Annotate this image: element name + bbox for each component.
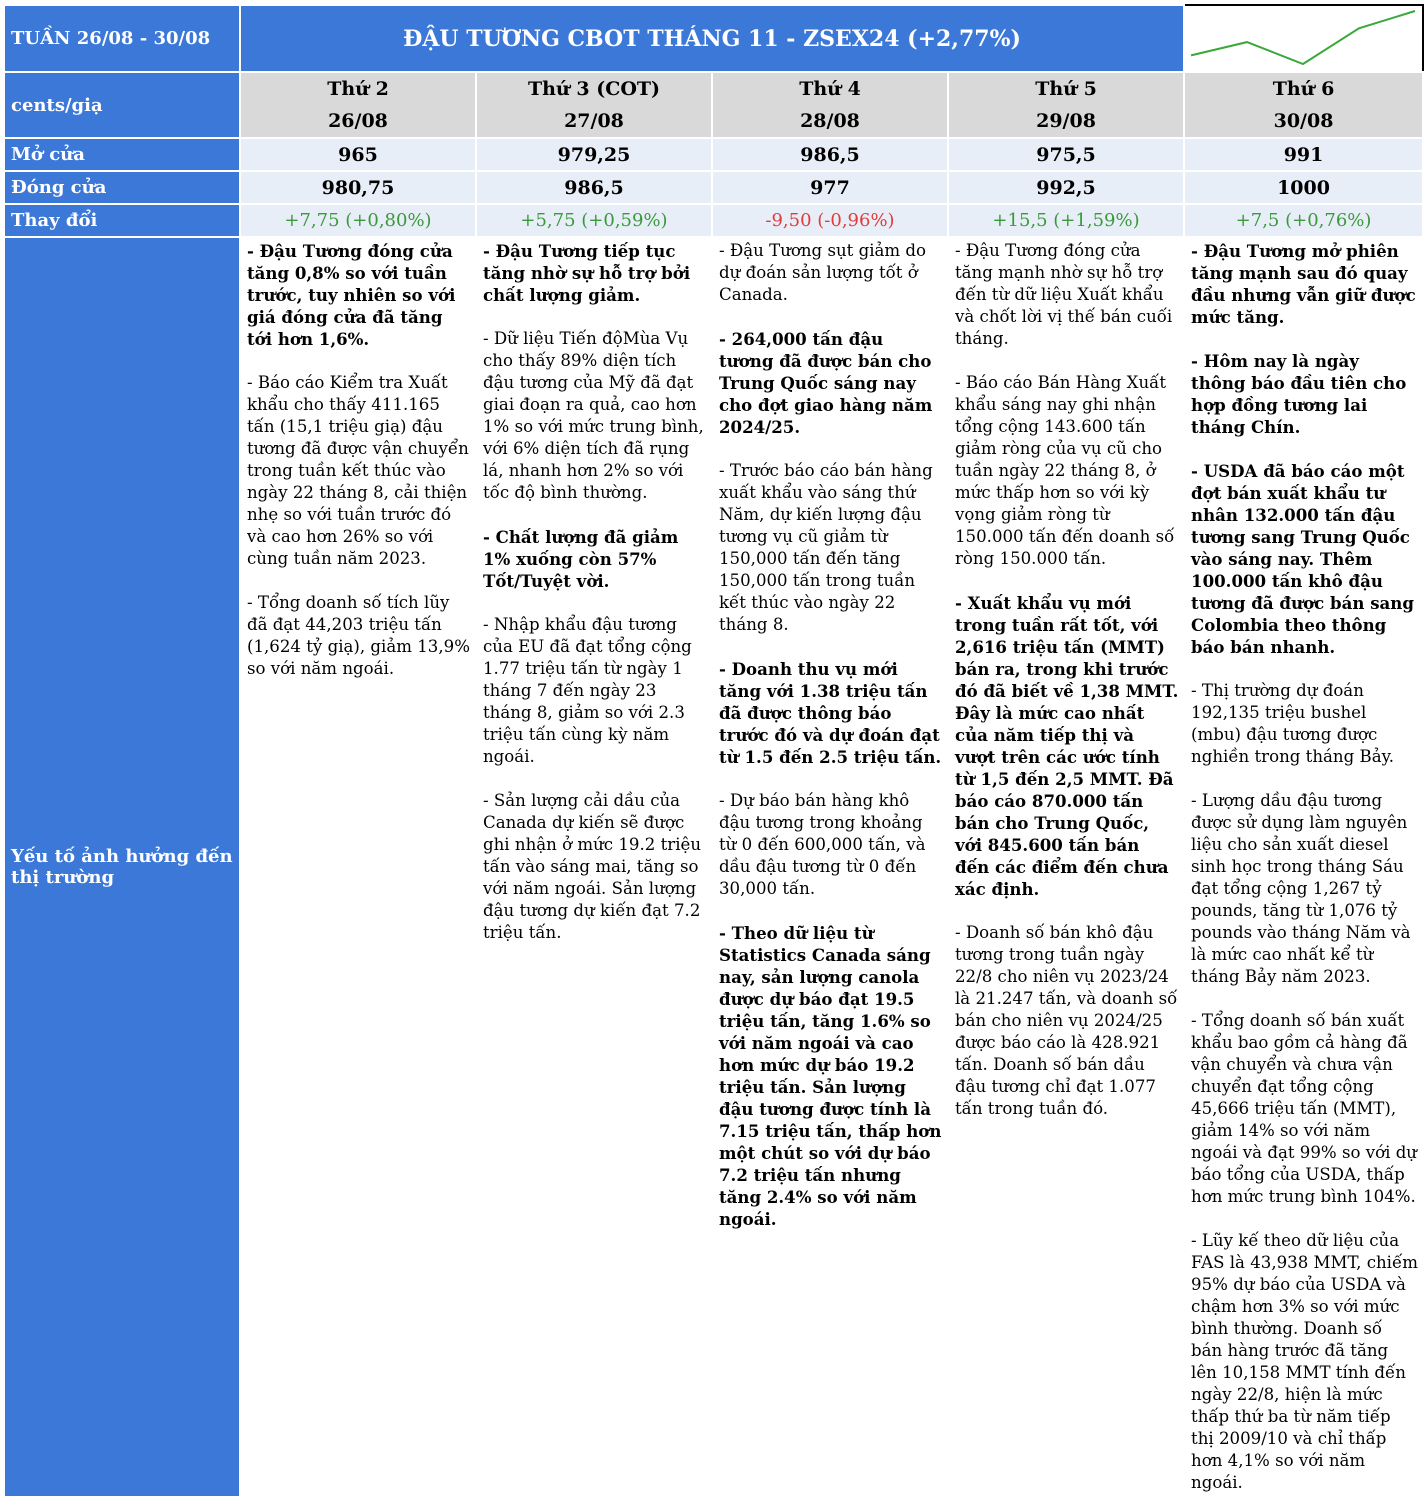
day-notes — [241, 238, 475, 682]
day-notes — [477, 238, 711, 946]
day-header — [240, 72, 476, 138]
note-paragraph: - Sản lượng cải dầu của Canada dự kiến sẽ được ghi nhận ở mức 19.2 triệu tấn vào sáng mai, tăng so với năm ngoái. Sản lượng đậu tương dự kiến đạt 7.2 triệu tấn. — [483, 791, 702, 942]
day-header — [712, 72, 948, 138]
note-paragraph: - Báo cáo Bán Hàng Xuất khẩu sáng nay ghi nhận tổng cộng 143.600 tấn giảm ròng của vụ cũ cho tuần ngày 22 tháng 8, ở mức thấp hơn so với kỳ vọng giảm ròng từ 150.000 tấn đến doanh số ròng 150.000 tấn. — [955, 373, 1175, 568]
price-sparkline-cell — [1184, 5, 1423, 72]
day-notes-cell — [240, 237, 476, 1497]
note-paragraph: - Trước báo cáo bán hàng xuất khẩu vào sáng thứ Năm, dự kiến lượng đậu tương vụ cũ giảm từ 150,000 tấn đến tăng 150,000 tấn trong tuần kết thúc vào ngày 22 tháng 8. — [719, 461, 933, 634]
day-name: Thứ 3 (COT) — [527, 78, 660, 100]
open-price: 965 — [240, 138, 476, 171]
note-paragraph: - 264,000 tấn đậu tương đã được bán cho Trung Quốc sáng nay cho đợt giao hàng năm 2024/25. — [719, 329, 933, 437]
close-price: 1000 — [1184, 171, 1423, 204]
note-paragraph: - USDA đã báo cáo một đợt bán xuất khẩu tư nhân 132.000 tấn đậu tương sang Trung Quốc vào sáng nay. Thêm 100.000 tấn khô đậu tương đã được bán sang Colombia theo thông báo bán nhanh. — [1191, 461, 1414, 657]
note-paragraph: - Đậu Tương đóng cửa tăng mạnh nhờ sự hỗ trợ đến từ dữ liệu Xuất khẩu và chốt lời vị thế bán cuối tháng. — [955, 241, 1173, 348]
day-header — [1184, 72, 1423, 138]
day-notes-cell — [948, 237, 1184, 1497]
day-header — [476, 72, 712, 138]
day-date: 26/08 — [328, 110, 388, 132]
note-paragraph: - Nhập khẩu đậu tương của EU đã đạt tổng cộng 1.77 triệu tấn từ ngày 1 tháng 7 đến ngày 23 tháng 8, giảm so với 2.3 triệu tấn cùng kỳ năm ngoái. — [483, 615, 692, 766]
unit-label: cents/giạ — [4, 72, 240, 138]
open-label: Mở cửa — [4, 138, 240, 171]
note-paragraph: - Tổng doanh số tích lũy đã đạt 44,203 triệu tấn (1,624 tỷ giạ), giảm 13,9% so với năm ngoái. — [247, 593, 470, 678]
change-label: Thay đổi — [4, 204, 240, 237]
open-price: 986,5 — [712, 138, 948, 171]
day-date: 28/08 — [800, 110, 860, 132]
note-paragraph: - Đậu Tương đóng cửa tăng 0,8% so với tuần trước, tuy nhiên so với giá đóng cửa đã tăng tới hơn 1,6%. — [247, 241, 456, 349]
note-paragraph: - Chất lượng đã giảm 1% xuống còn 57% Tốt/Tuyệt vời. — [483, 527, 679, 591]
price-change: +5,75 (+0,59%) — [476, 204, 712, 237]
factor-label: Yếu tố ảnh hưởng đến thị trường — [4, 237, 240, 1497]
price-change: +7,75 (+0,80%) — [240, 204, 476, 237]
note-paragraph: - Hôm nay là ngày thông báo đầu tiên cho hợp đồng tương lai tháng Chín. — [1191, 351, 1407, 437]
week-range: TUẦN 26/08 - 30/08 — [4, 5, 240, 72]
day-notes — [1185, 238, 1422, 1496]
day-date: 27/08 — [564, 110, 624, 132]
close-price: 986,5 — [476, 171, 712, 204]
note-paragraph: - Dự báo bán hàng khô đậu tương trong khoảng từ 0 đến 600,000 tấn, và dầu đậu tương từ 0 đến 30,000 tấn. — [719, 791, 926, 898]
day-date: 29/08 — [1036, 110, 1096, 132]
note-paragraph: - Đậu Tương tiếp tục tăng nhờ sự hỗ trợ bởi chất lượng giảm. — [483, 241, 691, 305]
sparkline-series — [1191, 11, 1415, 64]
day-name: Thứ 6 — [1272, 78, 1335, 100]
note-paragraph: - Đậu Tương sụt giảm do dự đoán sản lượng tốt ở Canada. — [719, 241, 927, 304]
note-paragraph: - Đậu Tương mở phiên tăng mạnh sau đó quay đầu nhưng vẫn giữ được mức tăng. — [1191, 241, 1416, 327]
note-paragraph: - Doanh số bán khô đậu tương trong tuần ngày 22/8 cho niên vụ 2023/24 là 21.247 tấn, và doanh số bán cho niên vụ 2024/25 được báo cáo là 428.921 tấn. Doanh số bán dầu đậu tương chỉ đạt 1.077 tấn trong tuần đó. — [955, 923, 1178, 1118]
note-paragraph: - Lũy kế theo dữ liệu của FAS là 43,938 MMT, chiếm 95% dự báo của USDA và chậm hơn 3% so với mức bình thường. Doanh số bán hàng trước đã tăng lên 10,158 MMT tính đến ngày 22/8, hiện là mức thấp thứ ba từ năm tiếp thị 2009/10 và chỉ thấp hơn 4,1% so với năm ngoái. — [1191, 1231, 1418, 1492]
close-price: 977 — [712, 171, 948, 204]
day-notes-cell — [476, 237, 712, 1497]
day-notes-cell — [712, 237, 948, 1497]
price-change: +15,5 (+1,59%) — [948, 204, 1184, 237]
note-paragraph: - Theo dữ liệu từ Statistics Canada sáng nay, sản lượng canola được dự báo đạt 19.5 triệu tấn, tăng 1.6% so với năm ngoái và cao hơn mức dự báo 19.2 triệu tấn. Sản lượng đậu tương được tính là 7.15 triệu tấn, thấp hơn một chút so với dự báo 7.2 triệu tấn nhưng tăng 2.4% so với năm ngoái. — [719, 923, 942, 1229]
price-change: +7,5 (+0,76%) — [1184, 204, 1423, 237]
note-paragraph: - Dữ liệu Tiến độMùa Vụ cho thấy 89% diện tích đậu tương của Mỹ đã đạt giai đoạn ra quả, cao hơn 1% so với mức trung bình, với 6% diện tích đã rụng lá, nhanh hơn 2% so với tốc độ bình thường. — [483, 329, 704, 502]
note-paragraph: - Doanh thu vụ mới tăng với 1.38 triệu tấn đã được thông báo trước đó và dự đoán đạt từ 1.5 đến 2.5 triệu tấn. — [719, 659, 942, 767]
day-date: 30/08 — [1273, 110, 1334, 132]
day-notes-cell — [1184, 237, 1423, 1497]
day-name: Thứ 4 — [799, 78, 861, 100]
note-paragraph: - Thị trường dự đoán 192,135 triệu bushel (mbu) đậu tương được nghiền trong tháng Bảy. — [1191, 681, 1395, 766]
close-price: 992,5 — [948, 171, 1184, 204]
day-notes — [713, 238, 947, 1232]
price-change: -9,50 (-0,96%) — [712, 204, 948, 237]
note-paragraph: - Tổng doanh số bán xuất khẩu bao gồm cả hàng đã vận chuyển và chưa vận chuyển đạt tổng cộng 45,666 triệu tấn (MMT), giảm 14% so với năm ngoái và đạt 99% so với dự báo tổng của USDA, thấp hơn mức trung bình 104%. — [1191, 1011, 1417, 1206]
open-price: 991 — [1184, 138, 1423, 171]
close-label: Đóng cửa — [4, 171, 240, 204]
note-paragraph: - Xuất khẩu vụ mới trong tuần rất tốt, với 2,616 triệu tấn (MMT) bán ra, trong khi trước đó đã biết về 1,38 MMT. Đây là mức cao nhất của năm tiếp thị và vượt trên các ước tính từ 1,5 đến 2,5 MMT. Đã báo cáo 870.000 tấn bán cho Trung Quốc, với 845.600 tấn bán đến các điểm đến chưa xác định. — [955, 593, 1179, 899]
day-header — [948, 72, 1184, 138]
price-sparkline — [1185, 6, 1421, 67]
soybean-weekly-table — [3, 4, 1424, 1498]
close-price: 980,75 — [240, 171, 476, 204]
day-notes — [949, 238, 1183, 1122]
day-name: Thứ 5 — [1035, 78, 1097, 100]
open-price: 979,25 — [476, 138, 712, 171]
day-name: Thứ 2 — [327, 78, 389, 100]
open-price: 975,5 — [948, 138, 1184, 171]
page-title: ĐẬU TƯƠNG CBOT THÁNG 11 - ZSEX24 (+2,77%) — [240, 5, 1184, 72]
note-paragraph: - Báo cáo Kiểm tra Xuất khẩu cho thấy 411.165 tấn (15,1 triệu giạ) đậu tương đã được vận chuyển trong tuần kết thúc vào ngày 22 tháng 8, cải thiện nhẹ so với tuần trước đó và cao hơn 26% so với cùng tuần năm 2023. — [247, 373, 469, 568]
note-paragraph: - Lượng dầu đậu tương được sử dụng làm nguyên liệu cho sản xuất diesel sinh học trong tháng Sáu đạt tổng cộng 1,267 tỷ pounds, tăng từ 1,076 tỷ pounds vào tháng Năm và là mức cao nhất kể từ tháng Bảy năm 2023. — [1191, 791, 1411, 986]
